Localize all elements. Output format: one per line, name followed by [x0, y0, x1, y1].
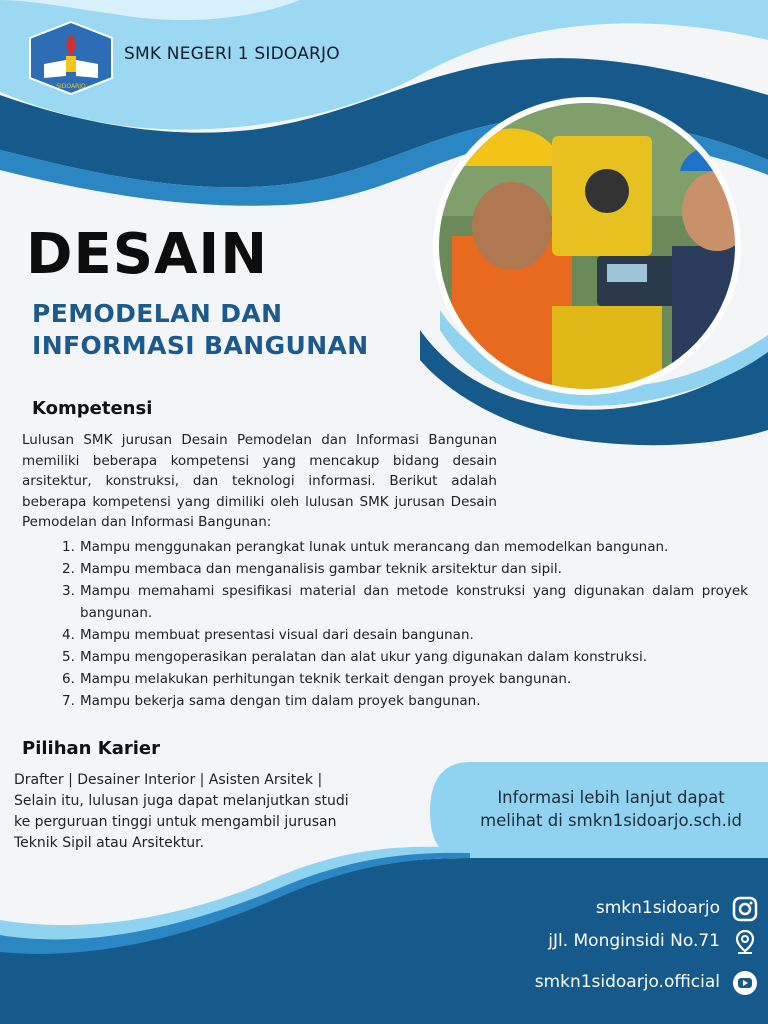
list-item: 6. Mampu melakukan perhitungan teknik terkait dengan proyek bangunan.	[62, 671, 572, 687]
info-line-1: Informasi lebih lanjut dapat	[497, 788, 725, 807]
karier-line-3: ke perguruan tinggi untuk mengambil jurusan	[14, 814, 337, 830]
kompetensi-heading: Kompetensi	[32, 398, 153, 419]
kompetensi-intro: Lulusan SMK jurusan Desain Pemodelan dan Informasi Bangunan memiliki beberapa kompetensi yang mencakup bidang desain arsitektur, konstruksi, dan teknologi informasi. Berikut adalah beberapa kompetensi yang dimiliki oleh lulusan SMK jurusan Desain Pemodelan dan Informasi Bangunan:	[22, 432, 497, 531]
info-line-2[interactable]: melihat di smkn1sidoarjo.sch.id	[480, 811, 742, 830]
list-item: 1. Mampu menggunakan perangkat lunak untuk merancang dan memodelkan bangunan.	[62, 539, 669, 555]
list-item: 4. Mampu membuat presentasi visual dari desain bangunan.	[62, 627, 474, 643]
subtitle-line-2: INFORMASI BANGUNAN	[32, 331, 369, 360]
list-item: 2. Mampu membaca dan menganalisis gambar teknik arsitektur dan sipil.	[62, 561, 562, 577]
karier-text	[14, 770, 399, 854]
school-logo	[24, 20, 118, 96]
surveyor-photo	[432, 96, 742, 396]
svg-text:SIDOARJO: SIDOARJO	[56, 83, 86, 90]
subtitle-line-1: PEMODELAN DAN	[32, 299, 283, 328]
list-item: 3. Mampu memahami spesifikasi material dan metode konstruksi yang digunakan dalam proyek bangunan.	[62, 583, 748, 621]
instagram-icon[interactable]	[732, 896, 758, 922]
karier-line-4: Teknik Sipil atau Arsitektur.	[14, 835, 205, 851]
school-name: SMK NEGERI 1 SIDOARJO	[124, 44, 340, 64]
location-pin-icon	[732, 929, 758, 955]
list-item: 7. Mampu bekerja sama dengan tim dalam proyek bangunan.	[62, 693, 481, 709]
instagram-handle[interactable]: smkn1sidoarjo	[595, 898, 720, 918]
page-subtitle	[32, 298, 369, 362]
youtube-channel[interactable]: smkn1sidoarjo.official	[534, 972, 720, 992]
youtube-icon[interactable]	[732, 970, 758, 996]
karier-line-1: Drafter | Desainer Interior | Asisten Arsitek |	[14, 772, 323, 788]
page-title: DESAIN	[26, 222, 269, 287]
info-box	[458, 786, 764, 832]
address-text: jJl. Monginsidi No.71	[548, 931, 720, 951]
karier-line-2: Selain itu, lulusan juga dapat melanjutkan studi	[14, 793, 349, 809]
list-item: 5. Mampu mengoperasikan peralatan dan alat ukur yang digunakan dalam konstruksi.	[62, 649, 648, 665]
karier-heading: Pilihan Karier	[22, 738, 160, 759]
kompetensi-list	[62, 536, 748, 712]
